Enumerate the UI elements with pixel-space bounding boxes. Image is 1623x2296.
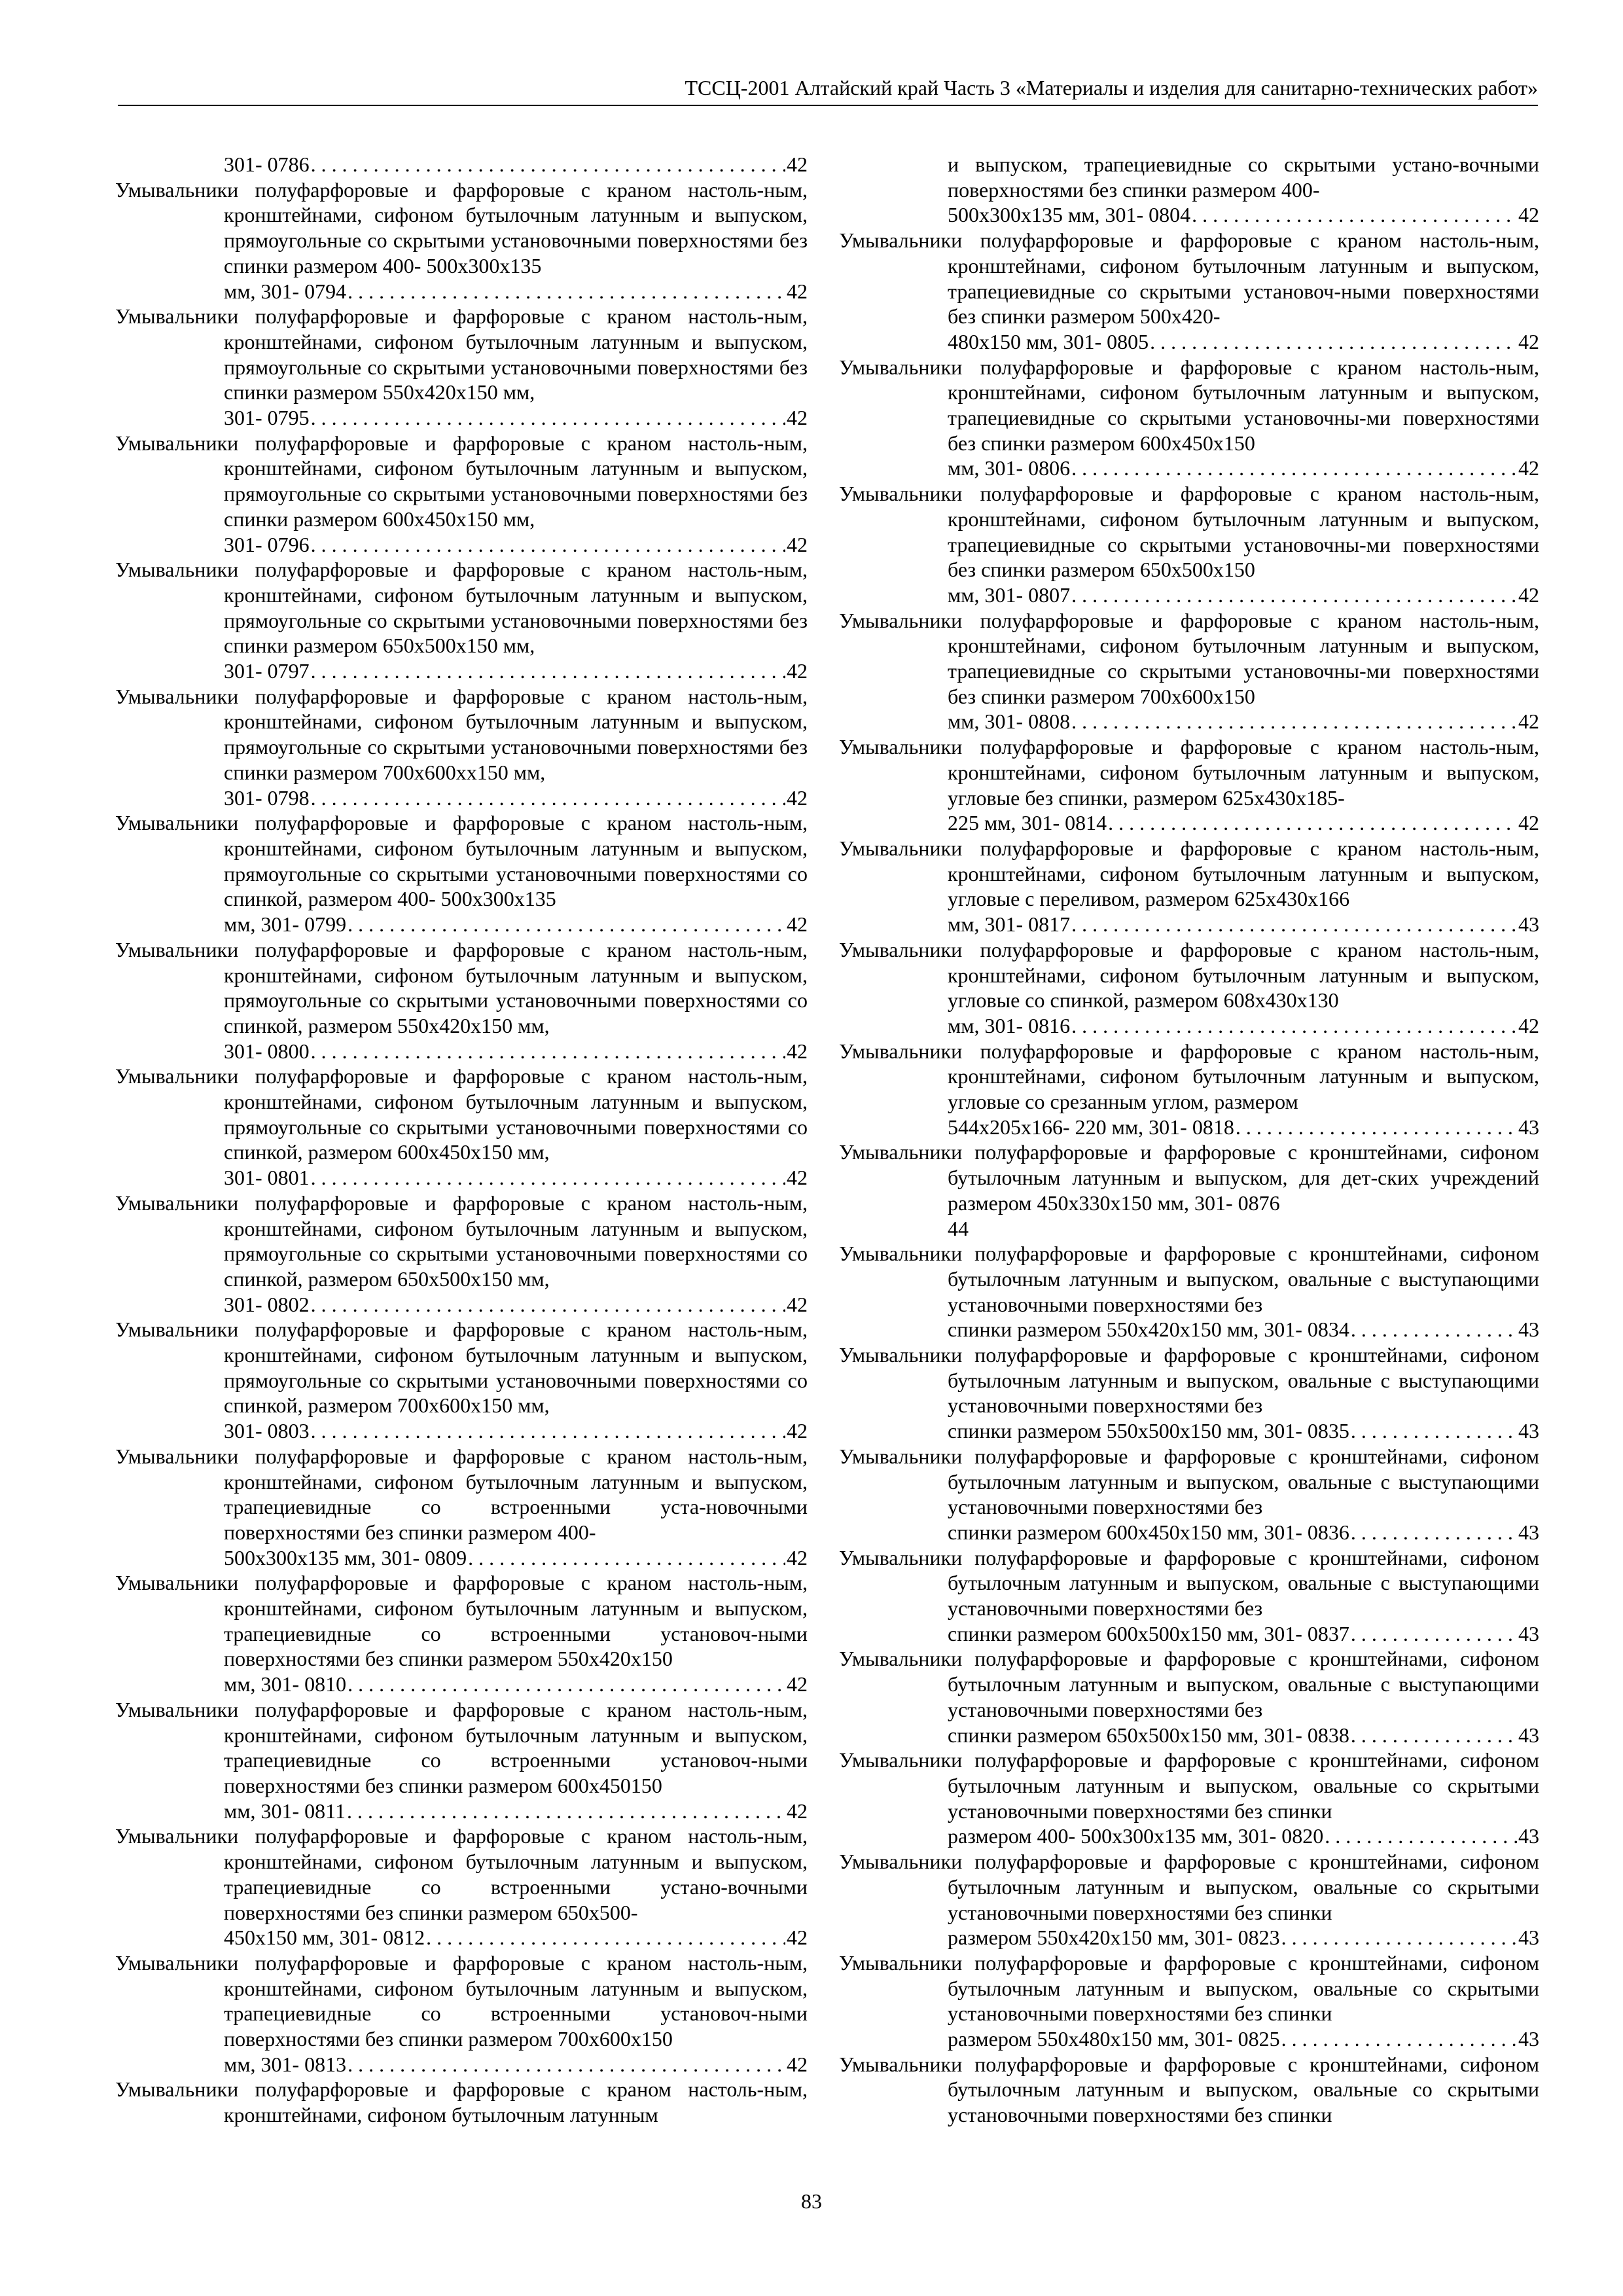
dot-leader: [468, 1545, 785, 1571]
dot-leader: [311, 1039, 785, 1064]
index-entry-tail: [948, 1520, 1539, 1545]
index-entry-tail: [224, 2052, 808, 2077]
index-entry-tail: [948, 329, 1539, 355]
index-entry-text: Умывальники полуфарфоровые и фарфоровые с краном настоль-ным, кронштейнами, сифоном бутылочным латунным и выпуском, угловые с переливом, размером 625х430х166: [839, 836, 1539, 911]
index-entry: [839, 937, 1539, 1039]
index-entry-code: 225 мм, 301- 0814: [948, 811, 1107, 835]
index-entry-code: мм, 301- 0806: [948, 456, 1071, 480]
index-page-ref: 42: [787, 912, 808, 937]
index-page-ref: 43: [1518, 1419, 1539, 1443]
index-page-ref: 42: [787, 1039, 808, 1063]
dot-leader: [1192, 202, 1517, 228]
dot-leader: [311, 532, 785, 558]
index-entry: [839, 836, 1539, 937]
index-entry-code: 544х205х166- 220 мм, 301- 0818: [948, 1115, 1234, 1139]
dot-leader: [1281, 2026, 1517, 2052]
dot-leader: [311, 405, 785, 431]
index-entry-code: мм, 301- 0817: [948, 912, 1071, 937]
index-entry: [115, 1950, 808, 2077]
index-entry-code: спинки размером 550х500х150 мм, 301- 0835: [948, 1419, 1349, 1443]
index-entry-text: Умывальники полуфарфоровые и фарфоровые с краном настоль-ным, кронштейнами, сифоном бутылочным латунным и выпуском, трапециевидные со скрытыми установочны-ми поверхностями без спинки размером 650х500х150: [839, 482, 1539, 582]
index-entry-tail: [224, 1039, 808, 1064]
index-page-ref: 42: [787, 1926, 808, 1950]
index-entry: [115, 1317, 808, 1444]
index-page-ref: 42: [787, 785, 808, 810]
index-page-ref: 42: [787, 659, 808, 683]
index-entry-code: размером 400- 500х300х135 мм, 301- 0820: [948, 1824, 1324, 1848]
index-entry-tail: [224, 279, 808, 304]
index-column-right: [839, 152, 1539, 2128]
index-page-ref: 42: [1518, 329, 1539, 353]
index-entry-code: мм, 301- 0810: [224, 1672, 347, 1696]
index-entry-code: 301- 0798: [224, 785, 310, 810]
page-number: 83: [801, 2189, 822, 2213]
index-entry: [115, 152, 808, 177]
index-entry: [115, 1823, 808, 1950]
dot-leader: [1071, 456, 1517, 481]
index-entry-tail: [948, 810, 1539, 836]
index-entry: [115, 1064, 808, 1191]
index-entry-code: 301- 0801: [224, 1166, 310, 1190]
index-page-ref: 43: [1518, 1520, 1539, 1544]
index-entry: [839, 1039, 1539, 1140]
index-entry-tail: [224, 658, 808, 684]
index-entry-code: мм, 301- 0813: [224, 2052, 347, 2076]
index-entry-tail: [948, 1013, 1539, 1039]
index-entry-text: Умывальники полуфарфоровые и фарфоровые с кронштейнами, сифоном бутылочным латунным и выпуском, овальные со скрытыми установочными поверхностями без спинки: [839, 1850, 1539, 1924]
index-entry-tail: [224, 1799, 808, 1824]
dot-leader: [1108, 810, 1517, 836]
index-entry-text: и выпуском, трапециевидные со скрытыми устано-вочными поверхностями без спинки размером 400-: [948, 152, 1539, 202]
dot-leader: [311, 1292, 785, 1318]
index-entry-text: Умывальники полуфарфоровые и фарфоровые с краном настоль-ным, кронштейнами, сифоном бутылочным латунным и выпуском, трапециевидные со встроенными устано-вочными поверхностями без спинки размером 650х500-: [115, 1824, 808, 1924]
index-entry-text: Умывальники полуфарфоровые и фарфоровые с кронштейнами, сифоном бутылочным латунным и выпуском, овальные с выступающими установочными поверхностями без: [839, 1545, 1539, 1621]
index-entry-code: 301- 0797: [224, 659, 310, 683]
index-entry-tail: [948, 709, 1539, 734]
index-entry-tail: [948, 1925, 1539, 1950]
index-entry: [115, 937, 808, 1064]
running-header: [118, 71, 1538, 106]
dot-leader: [348, 1672, 785, 1697]
index-page-ref: 42: [787, 152, 808, 176]
index-entry-text: 44: [948, 1216, 969, 1240]
index-entry-tail: [948, 2026, 1539, 2052]
index-entry-code: мм, 301- 0811: [224, 1799, 346, 1823]
index-entry-code: 301- 0803: [224, 1419, 310, 1443]
index-entry-code: размером 550х420х150 мм, 301- 0823: [948, 1926, 1280, 1950]
index-entry: [115, 431, 808, 558]
index-entry-tail: [224, 1418, 808, 1444]
index-entry-text: Умывальники полуфарфоровые и фарфоровые с краном настоль-ным, кронштейнами, сифоном бутылочным латунным и выпуском, прямоугольные со скрытыми установочными поверхностями со спинкой, размером 600х450х150 мм,: [115, 1064, 808, 1164]
dot-leader: [348, 2052, 785, 2077]
dot-leader: [1281, 1925, 1517, 1950]
index-entry: [839, 355, 1539, 482]
index-entry-tail: [224, 532, 808, 558]
index-page-ref: 42: [787, 279, 808, 303]
index-entry-text: Умывальники полуфарфоровые и фарфоровые с краном настоль-ным, кронштейнами, сифоном бутылочным латунным и выпуском, прямоугольные со скрытыми установочными поверхностями со спинкой, размером 550х420х150 мм,: [115, 937, 808, 1037]
index-entry-tail: [948, 1418, 1539, 1444]
dot-leader: [426, 1925, 785, 1950]
index-entry: [839, 152, 1539, 228]
index-entry-text: Умывальники полуфарфоровые и фарфоровые с кронштейнами, сифоном бутылочным латунным и выпуском, овальные с выступающими установочными поверхностями без: [839, 1242, 1539, 1316]
index-page-ref: 43: [1518, 1318, 1539, 1342]
index-entry: [839, 734, 1539, 836]
index-entry-code: 480х150 мм, 301- 0805: [948, 329, 1149, 353]
index-entry-tail: [948, 456, 1539, 481]
index-entry-code: 301- 0796: [224, 532, 310, 556]
index-entry: [115, 1191, 808, 1318]
dot-leader: [1071, 1013, 1517, 1039]
index-page-ref: 43: [1518, 1115, 1539, 1139]
index-page-ref: 42: [1518, 583, 1539, 607]
index-entry: [839, 1241, 1539, 1342]
index-entry: [839, 608, 1539, 735]
index-entry-text: Умывальники полуфарфоровые и фарфоровые с краном настоль-ным, кронштейнами, сифоном бутылочным латунным и выпуском, угловые со срезанным углом, размером: [839, 1039, 1539, 1114]
index-entry-text: Умывальники полуфарфоровые и фарфоровые с краном настоль-ным, кронштейнами, сифоном бутылочным латунным и выпуском, трапециевидные со встроенными уста-новочными поверхностями без спинки размером 400-: [115, 1444, 808, 1544]
index-entry: [839, 228, 1539, 355]
index-entry-code: 301- 0800: [224, 1039, 310, 1063]
index-page-ref: 42: [1518, 709, 1539, 734]
index-entry-code: мм, 301- 0794: [224, 279, 347, 303]
dot-leader: [1236, 1115, 1517, 1140]
index-entry-code: спинки размером 600х450х150 мм, 301- 0836: [948, 1520, 1349, 1544]
index-entry: [115, 177, 808, 304]
index-entry-text: Умывальники полуфарфоровые и фарфоровые с краном настоль-ным, кронштейнами, сифоном бутылочным латунным и выпуском, трапециевидные со встроенными установоч-ными поверхностями без спинки размером 700х600х150: [115, 1950, 808, 2051]
index-entry-tail: [224, 1672, 808, 1697]
dot-leader: [311, 1165, 785, 1191]
index-entry: [839, 1849, 1539, 1950]
index-entry: [115, 1697, 808, 1824]
dot-leader: [1351, 1317, 1517, 1342]
index-entry-code: 450х150 мм, 301- 0812: [224, 1926, 425, 1950]
index-entry-text: Умывальники полуфарфоровые и фарфоровые с краном настоль-ным, кронштейнами, сифоном бутылочным латунным и выпуском, трапециевидные со встроенными установоч-ными поверхностями без спинки размером 550х420х150: [115, 1571, 808, 1671]
dot-leader: [348, 279, 785, 304]
index-page-ref: 42: [1518, 1013, 1539, 1037]
dot-leader: [1351, 1418, 1517, 1444]
index-entry-tail: [224, 1165, 808, 1191]
index-entry-tail: [948, 1621, 1539, 1647]
index-page-ref: 43: [1518, 1723, 1539, 1747]
index-entry-text: Умывальники полуфарфоровые и фарфоровые с краном настоль-ным, кронштейнами, сифоном бутылочным латунным и выпуском, прямоугольные со скрытыми установочными поверхностями без спинки размером 600х450х150 мм,: [115, 431, 808, 531]
index-page-ref: 43: [1518, 1824, 1539, 1848]
index-page-ref: 42: [787, 1545, 808, 1570]
index-entry: [839, 1545, 1539, 1647]
index-entry-code: 500х300х135 мм, 301- 0804: [948, 203, 1191, 227]
index-page-ref: 42: [1518, 456, 1539, 480]
index-entry-text: Умывальники полуфарфоровые и фарфоровые с краном настоль-ным, кронштейнами, сифоном бутылочным латунным и выпуском, прямоугольные со скрытыми установочными поверхностями без спинки размером 550х420х150 мм,: [115, 304, 808, 404]
index-page-ref: 43: [1518, 2027, 1539, 2051]
dot-leader: [348, 912, 785, 937]
index-page-ref: 42: [787, 1419, 808, 1443]
index-page-ref: 42: [787, 1799, 808, 1823]
index-entry-code: размером 550х480х150 мм, 301- 0825: [948, 2027, 1280, 2051]
index-entry: [839, 1444, 1539, 1545]
index-entry-text: Умывальники полуфарфоровые и фарфоровые с краном настоль-ным, кронштейнами, сифоном бутылочным латунным и выпуском, прямоугольные со скрытыми установочными поверхностями со спинкой, размером 650х500х150 мм,: [115, 1191, 808, 1291]
index-entry-tail: [948, 583, 1539, 608]
index-entry-tail: [948, 1115, 1539, 1140]
dot-leader: [1071, 583, 1517, 608]
index-column-left: [115, 152, 808, 2128]
index-entry-tail: [224, 912, 808, 937]
dot-leader: [1325, 1823, 1517, 1849]
index-entry-text: Умывальники полуфарфоровые и фарфоровые с краном настоль-ным, кронштейнами, сифоном бутылочным латунным: [115, 2077, 808, 2127]
index-entry-tail: [224, 152, 808, 177]
index-page-ref: 43: [1518, 1621, 1539, 1645]
index-entry-text: Умывальники полуфарфоровые и фарфоровые с краном настоль-ным, кронштейнами, сифоном бутылочным латунным и выпуском, трапециевидные со скрытыми установоч-ными поверхностями без спинки размером 500х420-: [839, 228, 1539, 329]
index-entry-code: спинки размером 600х500х150 мм, 301- 0837: [948, 1621, 1349, 1645]
index-page-ref: 42: [787, 2052, 808, 2076]
index-entry-text: Умывальники полуфарфоровые и фарфоровые с кронштейнами, сифоном бутылочным латунным и выпуском, овальные с выступающими установочными поверхностями без: [839, 1444, 1539, 1519]
index-entry-code: мм, 301- 0799: [224, 912, 347, 937]
index-entry: [115, 557, 808, 684]
dot-leader: [311, 658, 785, 684]
index-entry-tail: [224, 405, 808, 431]
index-entry-tail: [948, 202, 1539, 228]
dot-leader: [311, 152, 785, 177]
index-entry-text: Умывальники полуфарфоровые и фарфоровые с краном настоль-ным, кронштейнами, сифоном бутылочным латунным и выпуском, трапециевидные со встроенными установоч-ными поверхностями без спинки размером 600х450150: [115, 1697, 808, 1797]
index-entry-tail: [948, 1723, 1539, 1748]
dot-leader: [1351, 1723, 1517, 1748]
index-entry-tail: [948, 1317, 1539, 1342]
index-entry-code: 301- 0795: [224, 406, 310, 430]
index-entry-code: мм, 301- 0808: [948, 709, 1071, 734]
index-entry-tail: [948, 912, 1539, 937]
index-entry-text: Умывальники полуфарфоровые и фарфоровые с краном настоль-ным, кронштейнами, сифоном бутылочным латунным и выпуском, угловые со спинкой, размером 608х430х130: [839, 937, 1539, 1013]
index-page-ref: 42: [787, 1672, 808, 1696]
index-entry-text: Умывальники полуфарфоровые и фарфоровые с краном настоль-ным, кронштейнами, сифоном бутылочным латунным и выпуском, прямоугольные со скрытыми установочными поверхностями без спинки размером 700х600хх150 мм,: [115, 684, 808, 784]
index-entry: [839, 1646, 1539, 1748]
index-page-ref: 42: [787, 406, 808, 430]
index-entry-tail: [224, 1545, 808, 1571]
index-page-ref: 43: [1518, 1926, 1539, 1950]
index-entry: [839, 2052, 1539, 2128]
index-entry-tail: [224, 1925, 808, 1950]
index-entry: [115, 304, 808, 431]
dot-leader: [1150, 329, 1517, 355]
index-page-ref: 42: [1518, 203, 1539, 227]
index-entry-text: Умывальники полуфарфоровые и фарфоровые с краном настоль-ным, кронштейнами, сифоном бутылочным латунным и выпуском, трапециевидные со скрытыми установочны-ми поверхностями без спинки размером 600х450х150: [839, 355, 1539, 455]
index-entry-text: Умывальники полуфарфоровые и фарфоровые с кронштейнами, сифоном бутылочным латунным и выпуском, овальные со скрытыми установочными поверхностями без спинки: [839, 2052, 1539, 2127]
index-entry-text: Умывальники полуфарфоровые и фарфоровые с кронштейнами, сифоном бутылочным латунным и выпуском, овальные со скрытыми установочными поверхностями без спинки: [839, 1748, 1539, 1823]
index-entry-text: Умывальники полуфарфоровые и фарфоровые с краном настоль-ным, кронштейнами, сифоном бутылочным латунным и выпуском, прямоугольные со скрытыми установочными поверхностями без спинки размером 400- 500х300х135: [115, 177, 808, 278]
header-title: ТССЦ-2001 Алтайский край Часть 3 «Материалы и изделия для санитарно-технических работ»: [685, 76, 1538, 99]
index-entry: [839, 1748, 1539, 1849]
dot-leader: [311, 785, 785, 811]
dot-leader: [1071, 709, 1517, 734]
index-entry: [839, 1139, 1539, 1241]
index-entry-tail: [224, 1292, 808, 1318]
index-page-ref: 42: [787, 532, 808, 556]
index-page-ref: 42: [1518, 811, 1539, 835]
index-entry-code: спинки размером 550х420х150 мм, 301- 0834: [948, 1318, 1349, 1342]
index-page-ref: 42: [787, 1166, 808, 1190]
index-entry: [839, 1950, 1539, 2052]
index-entry-text: Умывальники полуфарфоровые и фарфоровые с кронштейнами, сифоном бутылочным латунным и выпуском, овальные со скрытыми установочными поверхностями без спинки: [839, 1950, 1539, 2026]
dot-leader: [1351, 1621, 1517, 1647]
index-entry: [115, 684, 808, 811]
index-entry-text: Умывальники полуфарфоровые и фарфоровые с кронштейнами, сифоном бутылочным латунным и выпуском, овальные с выступающими установочными поверхностями без: [839, 1343, 1539, 1418]
index-entry-code: 301- 0802: [224, 1292, 310, 1316]
index-entry-text: Умывальники полуфарфоровые и фарфоровые с кронштейнами, сифоном бутылочным латунным и выпуском, овальные с выступающими установочными поверхностями без: [839, 1647, 1539, 1721]
index-page-ref: 43: [1518, 912, 1539, 937]
index-entry: [115, 2077, 808, 2127]
index-entry-text: Умывальники полуфарфоровые и фарфоровые с краном настоль-ным, кронштейнами, сифоном бутылочным латунным и выпуском, прямоугольные со скрытыми установочными поверхностями со спинкой, размером 700х600х150 мм,: [115, 1318, 808, 1418]
dot-leader: [311, 1418, 785, 1444]
dot-leader: [1351, 1520, 1517, 1545]
index-page-ref: 42: [787, 1292, 808, 1316]
dot-leader: [1071, 912, 1517, 937]
index-entry-tail: [948, 1823, 1539, 1849]
index-entry-text: Умывальники полуфарфоровые и фарфоровые с краном настоль-ным, кронштейнами, сифоном бутылочным латунным и выпуском, прямоугольные со скрытыми установочными поверхностями со спинкой, размером 400- 500х300х135: [115, 811, 808, 911]
index-entry: [839, 1342, 1539, 1444]
index-entry-code: мм, 301- 0807: [948, 583, 1071, 607]
index-entry-code: 500х300х135 мм, 301- 0809: [224, 1545, 467, 1570]
index-entry-text: Умывальники полуфарфоровые и фарфоровые с краном настоль-ным, кронштейнами, сифоном бутылочным латунным и выпуском, прямоугольные со скрытыми установочными поверхностями без спинки размером 650х500х150 мм,: [115, 558, 808, 658]
index-entry-code: спинки размером 650х500х150 мм, 301- 0838: [948, 1723, 1349, 1747]
index-entry: [115, 1570, 808, 1697]
index-entry-code: 301- 0786: [224, 152, 310, 176]
index-entry-text: Умывальники полуфарфоровые и фарфоровые с краном настоль-ным, кронштейнами, сифоном бутылочным латунным и выпуском, угловые без спинки, размером 625х430х185-: [839, 735, 1539, 810]
dot-leader: [347, 1799, 785, 1824]
index-entry-text: Умывальники полуфарфоровые и фарфоровые с краном настоль-ным, кронштейнами, сифоном бутылочным латунным и выпуском, трапециевидные со скрытыми установочны-ми поверхностями без спинки размером 700х600х150: [839, 608, 1539, 708]
index-entry: [115, 810, 808, 937]
index-entry: [115, 1444, 808, 1571]
index-entry-tail: [224, 785, 808, 811]
index-entry: [839, 481, 1539, 608]
index-entry-code: мм, 301- 0816: [948, 1013, 1071, 1037]
index-entry-text: Умывальники полуфарфоровые и фарфоровые с кронштейнами, сифоном бутылочным латунным и выпуском, для дет-ских учреждений размером 450х330х150 мм, 301- 0876: [839, 1140, 1539, 1215]
